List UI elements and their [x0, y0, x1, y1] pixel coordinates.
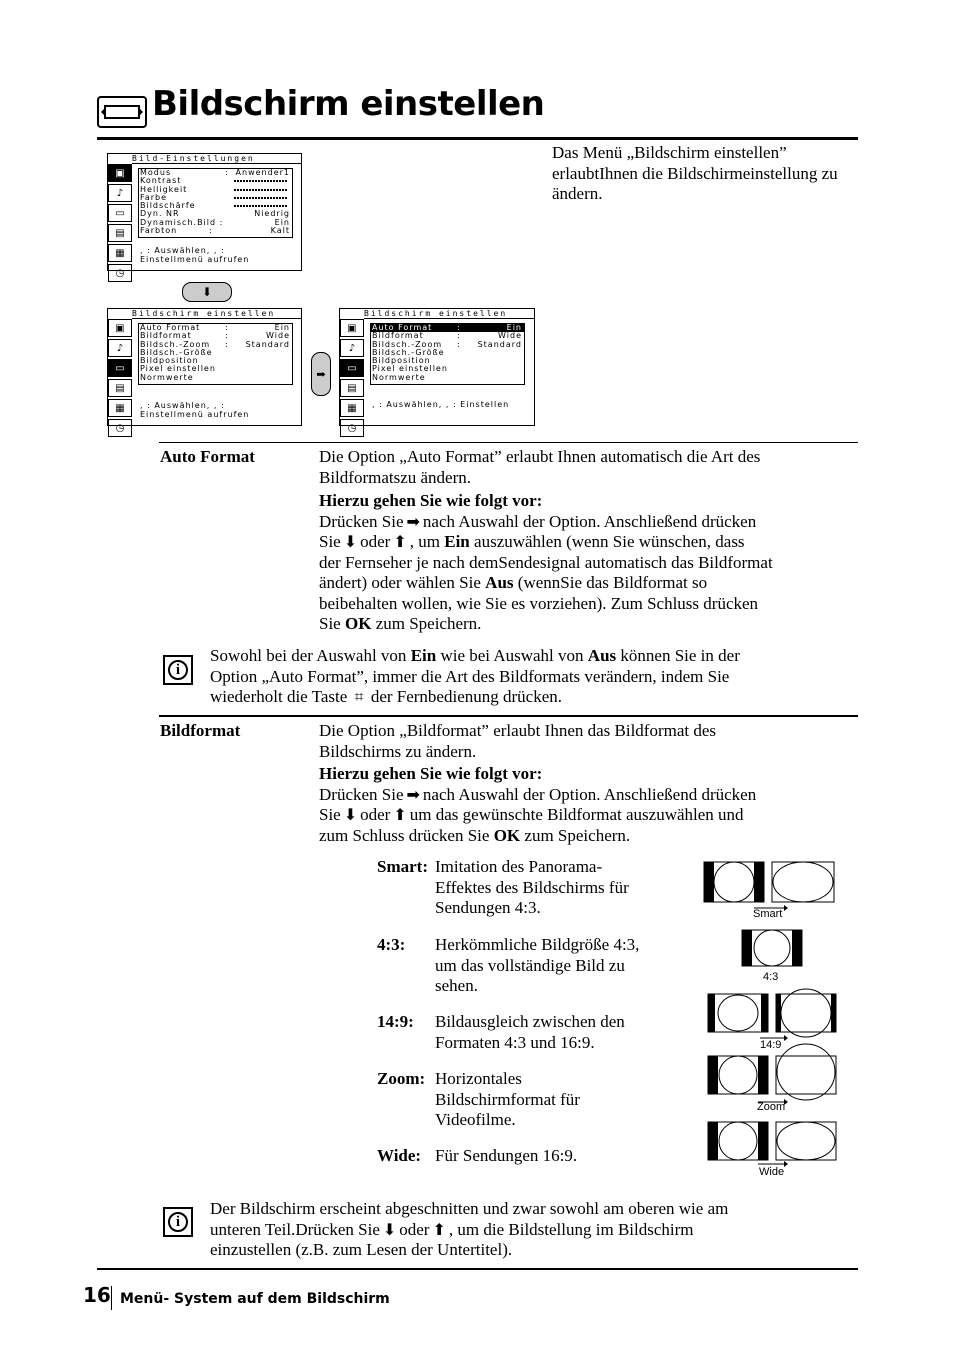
- menu-row: Dynamisch.Bild : Ein: [140, 217, 290, 227]
- title-rule: [97, 137, 858, 140]
- timer-icon: ◷: [108, 264, 132, 282]
- auto-format-howto: Hierzu gehen Sie wie folgt vor: Drücken Sie ➡ nach Auswahl der Option. Anschließend drücken Sie ⬇ oder ⬆ , um Ein auszuwählen (wenn Sie wünschen, dass der Fernseher je nach demSendesignal automatisch das Bildformat ändert) oder wählen Sie Aus (wennSie das Bildformat so beibehalten wollen, wie Sie es vorziehen). Zum Schluss drücken Sie OK zum Speichern.: [319, 491, 773, 633]
- diagram-label-zoom: Zoom: [757, 1101, 786, 1113]
- footer-rule: [97, 1268, 858, 1270]
- menu-row: Helligkeit: [139, 186, 292, 194]
- screen-title: Bild-Einstellungen: [132, 154, 255, 163]
- bildformat-desc: Die Option „Bildformat” erlaubt Ihnen das Bildformat des Bildschirms zu ändern.: [319, 721, 717, 761]
- section-rule: [159, 442, 858, 443]
- sound-icon: ♪: [340, 339, 364, 357]
- note-text: Sowohl bei der Auswahl von Ein wie bei Auswahl von Aus können Sie in der Option „Auto Format”, immer die Art des Bildformats verändern, indem Sie wiederholt die Taste ⌗ der Fernbedienung drücken.: [210, 646, 740, 706]
- menu-row: Auto Format : Ein: [140, 323, 290, 332]
- right-arrow-icon: ➡: [406, 511, 420, 531]
- format-diagrams: [700, 858, 845, 1183]
- page-number: 16: [83, 1283, 111, 1307]
- zoom-diagram: [708, 1044, 836, 1105]
- picture-icon: ▣: [340, 319, 364, 337]
- option-smart-desc: Imitation des Panorama- Effektes des Bildschirms für Sendungen 4:3.: [435, 857, 629, 917]
- ratio-4-3-diagram: [742, 930, 802, 966]
- features-icon: ▤: [108, 224, 132, 242]
- menu-row: Bildformat : Wide: [140, 331, 290, 341]
- option-zoom-desc: Horizontales Bildschirmformat für Videofilme.: [435, 1069, 580, 1129]
- screen-icon: ▭: [108, 359, 132, 377]
- bildformat-term: Bildformat: [160, 721, 241, 740]
- option-wide-desc: Für Sendungen 16:9.: [435, 1146, 578, 1165]
- screen-footer: , : Auswählen, , : Einstellen: [372, 400, 510, 409]
- menu-icon-column: [340, 317, 364, 437]
- menu-icon-column: [108, 317, 132, 437]
- setup-icon: ▦: [108, 399, 132, 417]
- info-icon: i: [163, 1207, 193, 1237]
- section-rule: [159, 715, 858, 717]
- screen-title: Bildschirm einstellen: [132, 309, 276, 318]
- right-arrow-icon: ➡: [406, 784, 420, 804]
- smart-diagram: [704, 862, 834, 911]
- diagram-label-4-3: 4:3: [763, 971, 779, 983]
- menu-row: Bildsch.-Zoom : Standard: [140, 339, 290, 349]
- down-arrow-icon: ⬇: [343, 532, 358, 551]
- menu-row: Pixel einstellen: [140, 364, 216, 374]
- menu-row: Bildsch.-Größe: [140, 347, 213, 357]
- menu-row: Bildsch.-Zoom : Standard: [372, 339, 522, 349]
- auto-format-desc: Die Option „Auto Format” erlaubt Ihnen automatisch die Art des Bildformatszu ändern.: [319, 447, 761, 487]
- screen-icon: ▭: [108, 204, 132, 222]
- menu-row: Bildschärfe: [139, 202, 292, 210]
- menu-row: Bildformat : Wide: [372, 331, 522, 341]
- option-smart: Smart:: [377, 857, 428, 876]
- menu-options: [138, 168, 293, 238]
- format-button-icon: ⌗: [354, 687, 364, 706]
- screen-icon: ▭: [340, 359, 364, 377]
- up-arrow-icon: ⬆: [432, 1219, 446, 1239]
- screen-footer: , : Auswählen, , : Einstellmenü aufrufen: [140, 246, 250, 264]
- menu-row: Bildposition: [372, 356, 431, 366]
- menu-row-selected: Auto Format : Ein: [372, 323, 522, 332]
- diagram-label-smart: Smart: [753, 908, 783, 920]
- screen-adjust-icon: [97, 96, 147, 128]
- menu-row: Farbton : Kalt: [140, 226, 290, 236]
- menu-options: [138, 323, 293, 385]
- menu-row: Kontrast: [139, 177, 292, 185]
- menu-row: Normwerte: [140, 372, 194, 382]
- picture-icon: ▣: [108, 164, 132, 182]
- wide-diagram: [708, 1122, 836, 1167]
- option-14-9: 14:9:: [377, 1012, 414, 1031]
- right-button-icon: ➡: [311, 352, 331, 396]
- level-bar: [234, 189, 288, 191]
- down-arrow-icon: ⬇: [382, 1219, 397, 1239]
- menu-row: Modus : Anwender1: [140, 168, 290, 177]
- note-text: Der Bildschirm erscheint abgeschnitten und zwar sowohl am oberen wie am unteren Teil.Drücken Sie ⬇ oder ⬆ , um die Bildstellung im Bildschirm einzustellen (z.B. zum Lesen der Untertitel).: [210, 1199, 729, 1259]
- down-button-icon: ⬇: [182, 282, 232, 302]
- option-4-3-desc: Herkömmliche Bildgröße 4:3, um das vollständige Bild zu sehen.: [435, 935, 640, 995]
- info-icon: i: [163, 655, 193, 685]
- option-14-9-desc: Bildausgleich zwischen den Formaten 4:3 und 16:9.: [435, 1012, 625, 1052]
- diagram-label-14-9: 14:9: [760, 1039, 782, 1051]
- menu-row: Bildposition: [140, 356, 199, 366]
- screen-title: Bildschirm einstellen: [364, 309, 508, 318]
- howto-title: Hierzu gehen Sie wie folgt vor:: [319, 491, 543, 510]
- footer-divider: [111, 1286, 112, 1310]
- diagram-label-wide: Wide: [759, 1166, 785, 1178]
- page-title: Bildschirm einstellen: [152, 84, 545, 124]
- option-zoom: Zoom:: [377, 1069, 426, 1088]
- intro-text: Das Menü „Bildschirm einstellen” erlaubtIhnen die Bildschirmeinstellung zu ändern.: [552, 143, 838, 203]
- down-arrow-icon: ⬇: [343, 805, 358, 824]
- up-arrow-icon: ⬆: [393, 805, 407, 824]
- screen-display-settings-selected: [339, 308, 535, 434]
- menu-options: [370, 323, 525, 385]
- option-4-3: 4:3:: [377, 935, 406, 954]
- setup-icon: ▦: [340, 399, 364, 417]
- menu-row: Dyn. NR Niedrig: [140, 209, 290, 219]
- ratio-14-9-diagram: [708, 989, 836, 1041]
- screen-display-settings: [107, 308, 302, 434]
- menu-row: Pixel einstellen: [372, 364, 448, 374]
- picture-icon: ▣: [108, 319, 132, 337]
- sound-icon: ♪: [108, 339, 132, 357]
- screen-footer: , : Auswählen, , : Einstellmenü aufrufen: [140, 401, 250, 419]
- features-icon: ▤: [340, 379, 364, 397]
- menu-row: Farbe: [139, 194, 292, 202]
- up-arrow-icon: ⬆: [393, 532, 407, 551]
- sound-icon: ♪: [108, 184, 132, 202]
- setup-icon: ▦: [108, 244, 132, 262]
- menu-row: Bildsch.-Größe: [372, 347, 445, 357]
- menu-icon-column: [108, 162, 132, 282]
- section-name: Menü- System auf dem Bildschirm: [120, 1291, 390, 1307]
- level-bar: [234, 197, 288, 199]
- timer-icon: ◷: [340, 419, 364, 437]
- auto-format-term: Auto Format: [160, 447, 255, 466]
- menu-row: Normwerte: [372, 372, 426, 382]
- timer-icon: ◷: [108, 419, 132, 437]
- option-wide: Wide:: [377, 1146, 422, 1165]
- screen-picture-settings: [107, 153, 302, 279]
- level-bar: [234, 180, 288, 182]
- features-icon: ▤: [108, 379, 132, 397]
- bildformat-howto: Hierzu gehen Sie wie folgt vor: Drücken Sie ➡ nach Auswahl der Option. Anschließend drücken Sie ⬇ oder ⬆ um das gewünschte Bildformat auszuwählen und zum Schluss drücken Sie OK zum Speichern.: [319, 764, 757, 845]
- level-bar: [234, 205, 288, 207]
